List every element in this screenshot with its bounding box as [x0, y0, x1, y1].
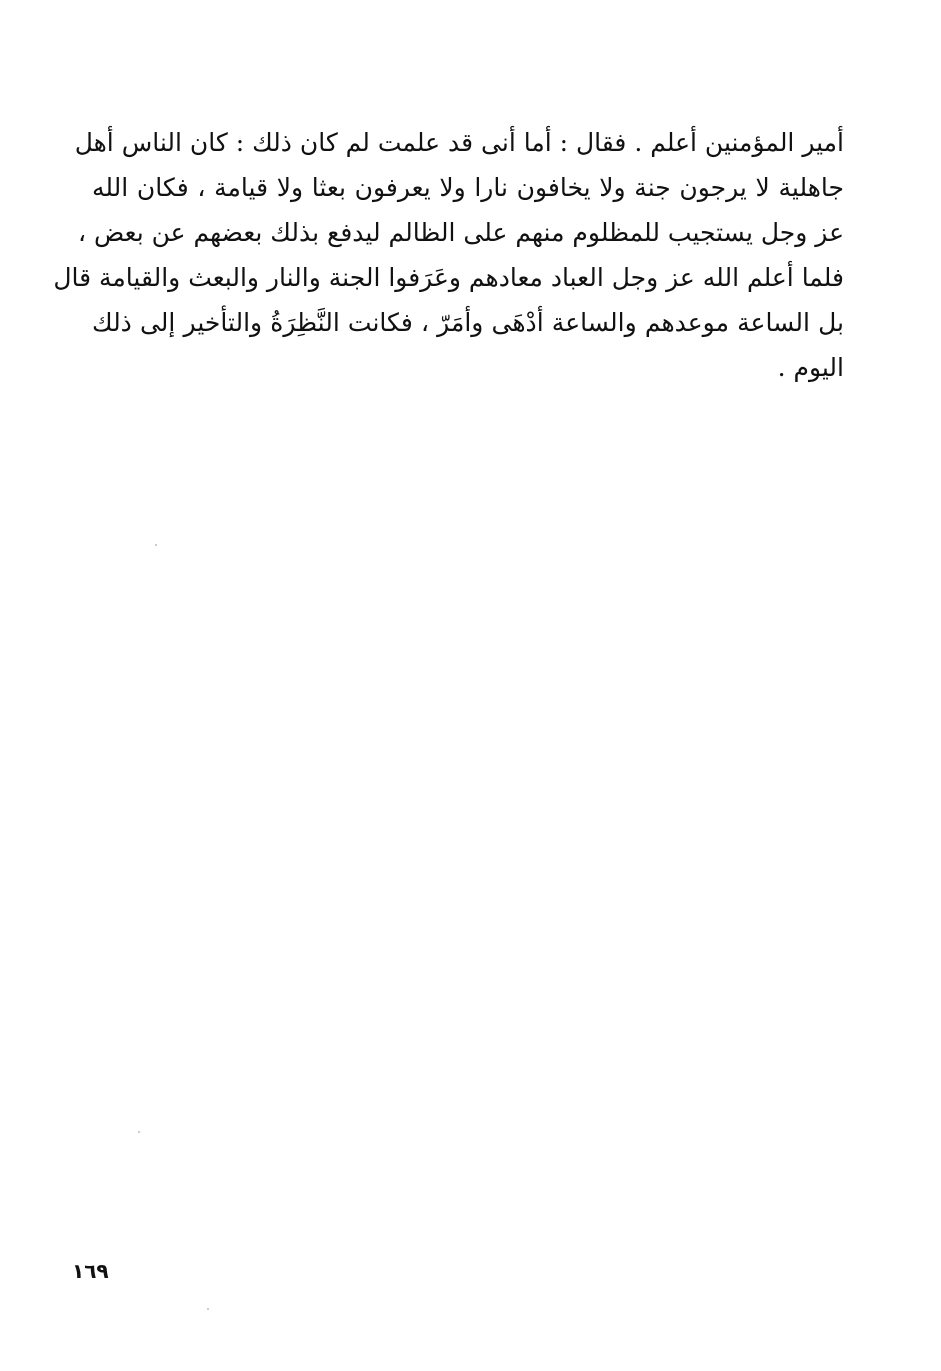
body-text — [53, 120, 844, 390]
text-line-2: جاهلية لا يرجون جنة ولا يخافون نارا ولا يعرفون بعثا ولا قيامة ، فكان الله — [92, 173, 844, 202]
scan-speck — [155, 544, 157, 546]
text-line-6: اليوم . — [777, 353, 844, 382]
scan-speck — [207, 1308, 209, 1310]
text-line-4: فلما أعلم الله عز وجل العباد معادهم وعَرَفوا الجنة والنار والبعث والقيامة قال — [53, 263, 844, 292]
text-line-5: بل الساعة موعدهم والساعة أدْهَى وأمَرّ ، فكانت النَّظِرَةُ والتأخير إلى ذلك — [92, 308, 844, 337]
scan-speck — [138, 1131, 140, 1133]
text-line-1: أمير المؤمنين أعلم . فقال : أما أنى قد علمت لم كان ذلك : كان الناس أهل — [74, 128, 844, 157]
text-line-3: عز وجل يستجيب للمظلوم منهم على الظالم ليدفع بذلك بعضهم عن بعض ، — [78, 218, 844, 247]
page-number: ١٦٩ — [72, 1259, 109, 1283]
